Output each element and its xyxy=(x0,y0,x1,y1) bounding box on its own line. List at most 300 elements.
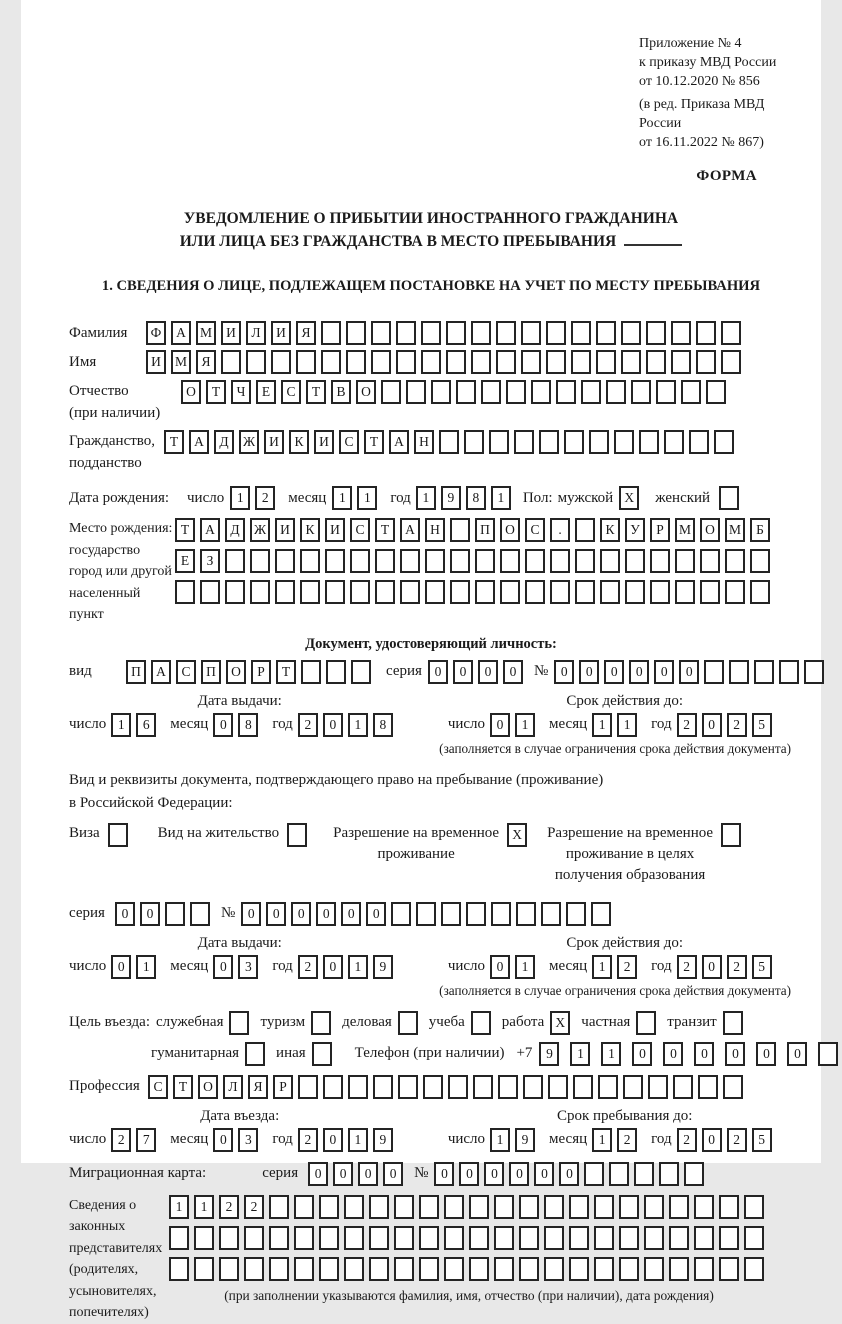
char-box[interactable] xyxy=(381,380,401,404)
char-box[interactable]: 1 xyxy=(490,1128,510,1152)
char-box[interactable] xyxy=(473,1075,493,1099)
char-box[interactable]: 2 xyxy=(677,955,697,979)
char-box[interactable] xyxy=(589,430,609,454)
char-box[interactable] xyxy=(225,549,245,573)
char-box[interactable]: 0 xyxy=(341,902,361,926)
char-box[interactable]: 1 xyxy=(416,486,436,510)
char-box[interactable]: 2 xyxy=(298,1128,318,1152)
char-box[interactable] xyxy=(516,902,536,926)
char-box[interactable] xyxy=(596,350,616,374)
char-box[interactable] xyxy=(779,660,799,684)
char-box[interactable] xyxy=(450,549,470,573)
char-box[interactable] xyxy=(729,660,749,684)
char-box[interactable]: Н xyxy=(425,518,445,542)
char-box[interactable] xyxy=(569,1226,589,1250)
char-box[interactable]: Ф xyxy=(146,321,166,345)
char-box[interactable] xyxy=(675,580,695,604)
char-box[interactable]: О xyxy=(500,518,520,542)
purpose-work-checkbox[interactable]: X xyxy=(550,1011,570,1035)
char-box[interactable]: Е xyxy=(175,549,195,573)
char-box[interactable]: 0 xyxy=(140,902,160,926)
char-box[interactable]: 8 xyxy=(466,486,486,510)
char-box[interactable] xyxy=(496,321,516,345)
char-box[interactable]: 0 xyxy=(559,1162,579,1186)
char-box[interactable]: 0 xyxy=(213,955,233,979)
char-box[interactable]: 0 xyxy=(358,1162,378,1186)
char-box[interactable]: 0 xyxy=(579,660,599,684)
char-box[interactable]: 8 xyxy=(238,713,258,737)
char-box[interactable] xyxy=(594,1226,614,1250)
char-box[interactable] xyxy=(634,1162,654,1186)
char-box[interactable] xyxy=(344,1195,364,1219)
char-box[interactable] xyxy=(319,1226,339,1250)
char-box[interactable] xyxy=(471,350,491,374)
char-box[interactable]: 0 xyxy=(383,1162,403,1186)
char-box[interactable]: 8 xyxy=(373,713,393,737)
char-box[interactable]: 3 xyxy=(238,955,258,979)
char-box[interactable]: А xyxy=(151,660,171,684)
char-box[interactable] xyxy=(419,1195,439,1219)
char-box[interactable]: 2 xyxy=(727,713,747,737)
char-box[interactable] xyxy=(444,1257,464,1281)
char-box[interactable]: Т xyxy=(173,1075,193,1099)
char-box[interactable]: С xyxy=(350,518,370,542)
char-box[interactable] xyxy=(225,580,245,604)
char-box[interactable]: Т xyxy=(306,380,326,404)
char-box[interactable]: 0 xyxy=(702,955,722,979)
char-box[interactable]: 2 xyxy=(219,1195,239,1219)
purpose-other-checkbox[interactable] xyxy=(312,1042,332,1066)
char-box[interactable] xyxy=(481,380,501,404)
char-box[interactable]: Ж xyxy=(239,430,259,454)
char-box[interactable] xyxy=(750,549,770,573)
char-box[interactable] xyxy=(596,321,616,345)
char-box[interactable] xyxy=(644,1226,664,1250)
char-box[interactable]: 0 xyxy=(308,1162,328,1186)
char-box[interactable]: 0 xyxy=(509,1162,529,1186)
char-box[interactable] xyxy=(619,1257,639,1281)
char-box[interactable]: 0 xyxy=(366,902,386,926)
char-box[interactable] xyxy=(325,580,345,604)
char-box[interactable] xyxy=(491,902,511,926)
char-box[interactable] xyxy=(694,1226,714,1250)
char-box[interactable] xyxy=(194,1226,214,1250)
char-box[interactable]: 0 xyxy=(694,1042,714,1066)
char-box[interactable] xyxy=(675,549,695,573)
char-box[interactable]: 0 xyxy=(453,660,473,684)
char-box[interactable]: Р xyxy=(273,1075,293,1099)
char-box[interactable]: Т xyxy=(175,518,195,542)
char-box[interactable]: Т xyxy=(164,430,184,454)
char-box[interactable] xyxy=(494,1195,514,1219)
char-box[interactable] xyxy=(500,549,520,573)
char-box[interactable]: 2 xyxy=(298,713,318,737)
char-box[interactable] xyxy=(648,1075,668,1099)
char-box[interactable] xyxy=(346,350,366,374)
purpose-study-checkbox[interactable] xyxy=(471,1011,491,1035)
char-box[interactable]: 9 xyxy=(373,955,393,979)
char-box[interactable] xyxy=(369,1195,389,1219)
char-box[interactable] xyxy=(419,1257,439,1281)
char-box[interactable] xyxy=(419,1226,439,1250)
char-box[interactable]: 1 xyxy=(515,955,535,979)
char-box[interactable] xyxy=(439,430,459,454)
purpose-business-checkbox[interactable] xyxy=(398,1011,418,1035)
char-box[interactable] xyxy=(584,1162,604,1186)
char-box[interactable]: Т xyxy=(276,660,296,684)
char-box[interactable] xyxy=(319,1257,339,1281)
char-box[interactable]: 1 xyxy=(348,713,368,737)
char-box[interactable] xyxy=(548,1075,568,1099)
char-box[interactable]: 1 xyxy=(169,1195,189,1219)
char-box[interactable] xyxy=(431,380,451,404)
char-box[interactable] xyxy=(631,380,651,404)
char-box[interactable]: 0 xyxy=(333,1162,353,1186)
char-box[interactable]: Р xyxy=(251,660,271,684)
char-box[interactable] xyxy=(269,1257,289,1281)
char-box[interactable] xyxy=(571,321,591,345)
char-box[interactable]: Б xyxy=(750,518,770,542)
char-box[interactable]: 0 xyxy=(323,713,343,737)
char-box[interactable] xyxy=(326,660,346,684)
char-box[interactable]: 2 xyxy=(244,1195,264,1219)
char-box[interactable]: 9 xyxy=(373,1128,393,1152)
char-box[interactable] xyxy=(400,549,420,573)
char-box[interactable] xyxy=(656,380,676,404)
char-box[interactable] xyxy=(519,1195,539,1219)
char-box[interactable]: М xyxy=(196,321,216,345)
char-box[interactable] xyxy=(539,430,559,454)
char-box[interactable] xyxy=(681,380,701,404)
char-box[interactable] xyxy=(448,1075,468,1099)
char-box[interactable]: Т xyxy=(375,518,395,542)
char-box[interactable] xyxy=(525,580,545,604)
char-box[interactable]: Т xyxy=(364,430,384,454)
purpose-official-checkbox[interactable] xyxy=(229,1011,249,1035)
char-box[interactable] xyxy=(221,350,241,374)
char-box[interactable] xyxy=(394,1257,414,1281)
purpose-private-checkbox[interactable] xyxy=(636,1011,656,1035)
char-box[interactable] xyxy=(271,350,291,374)
char-box[interactable]: М xyxy=(725,518,745,542)
char-box[interactable] xyxy=(423,1075,443,1099)
char-box[interactable] xyxy=(446,350,466,374)
char-box[interactable]: 1 xyxy=(136,955,156,979)
char-box[interactable] xyxy=(351,660,371,684)
char-box[interactable]: 0 xyxy=(702,713,722,737)
purpose-tourism-checkbox[interactable] xyxy=(311,1011,331,1035)
char-box[interactable] xyxy=(269,1195,289,1219)
char-box[interactable] xyxy=(494,1226,514,1250)
char-box[interactable] xyxy=(544,1195,564,1219)
char-box[interactable] xyxy=(669,1257,689,1281)
char-box[interactable]: Е xyxy=(256,380,276,404)
char-box[interactable] xyxy=(469,1195,489,1219)
char-box[interactable] xyxy=(650,549,670,573)
char-box[interactable]: 0 xyxy=(632,1042,652,1066)
char-box[interactable] xyxy=(694,1195,714,1219)
char-box[interactable] xyxy=(591,902,611,926)
char-box[interactable] xyxy=(469,1257,489,1281)
char-box[interactable]: 2 xyxy=(727,1128,747,1152)
char-box[interactable] xyxy=(294,1226,314,1250)
char-box[interactable]: 0 xyxy=(787,1042,807,1066)
char-box[interactable] xyxy=(644,1195,664,1219)
char-box[interactable]: Ч xyxy=(231,380,251,404)
char-box[interactable] xyxy=(300,580,320,604)
char-box[interactable] xyxy=(421,350,441,374)
char-box[interactable] xyxy=(466,902,486,926)
char-box[interactable] xyxy=(723,1075,743,1099)
char-box[interactable] xyxy=(669,1226,689,1250)
char-box[interactable]: И xyxy=(221,321,241,345)
char-box[interactable] xyxy=(375,580,395,604)
char-box[interactable]: 0 xyxy=(111,955,131,979)
char-box[interactable]: О xyxy=(226,660,246,684)
char-box[interactable] xyxy=(721,321,741,345)
char-box[interactable]: О xyxy=(181,380,201,404)
char-box[interactable] xyxy=(575,518,595,542)
char-box[interactable]: С xyxy=(525,518,545,542)
char-box[interactable]: 0 xyxy=(725,1042,745,1066)
char-box[interactable]: О xyxy=(198,1075,218,1099)
char-box[interactable] xyxy=(446,321,466,345)
char-box[interactable]: 0 xyxy=(213,713,233,737)
char-box[interactable] xyxy=(319,1195,339,1219)
char-box[interactable] xyxy=(556,380,576,404)
char-box[interactable] xyxy=(659,1162,679,1186)
char-box[interactable] xyxy=(606,380,626,404)
char-box[interactable] xyxy=(744,1257,764,1281)
char-box[interactable] xyxy=(321,350,341,374)
char-box[interactable] xyxy=(694,1257,714,1281)
char-box[interactable] xyxy=(614,430,634,454)
char-box[interactable]: З xyxy=(200,549,220,573)
char-box[interactable] xyxy=(581,380,601,404)
char-box[interactable]: М xyxy=(171,350,191,374)
char-box[interactable] xyxy=(394,1195,414,1219)
char-box[interactable] xyxy=(594,1195,614,1219)
char-box[interactable] xyxy=(544,1257,564,1281)
char-box[interactable] xyxy=(514,430,534,454)
char-box[interactable]: Р xyxy=(650,518,670,542)
char-box[interactable]: 1 xyxy=(617,713,637,737)
char-box[interactable] xyxy=(594,1257,614,1281)
char-box[interactable]: С xyxy=(176,660,196,684)
char-box[interactable] xyxy=(639,430,659,454)
char-box[interactable] xyxy=(200,580,220,604)
char-box[interactable] xyxy=(744,1195,764,1219)
char-box[interactable] xyxy=(621,321,641,345)
char-box[interactable]: 2 xyxy=(617,1128,637,1152)
char-box[interactable] xyxy=(400,580,420,604)
char-box[interactable]: 0 xyxy=(490,713,510,737)
char-box[interactable] xyxy=(744,1226,764,1250)
char-box[interactable] xyxy=(169,1226,189,1250)
char-box[interactable] xyxy=(369,1257,389,1281)
char-box[interactable] xyxy=(725,580,745,604)
char-box[interactable]: 0 xyxy=(434,1162,454,1186)
char-box[interactable]: Н xyxy=(414,430,434,454)
char-box[interactable]: С xyxy=(148,1075,168,1099)
char-box[interactable]: 1 xyxy=(515,713,535,737)
char-box[interactable]: 1 xyxy=(601,1042,621,1066)
char-box[interactable] xyxy=(398,1075,418,1099)
char-box[interactable] xyxy=(441,902,461,926)
char-box[interactable]: 0 xyxy=(554,660,574,684)
char-box[interactable] xyxy=(250,549,270,573)
char-box[interactable]: А xyxy=(171,321,191,345)
char-box[interactable]: 1 xyxy=(348,1128,368,1152)
char-box[interactable] xyxy=(391,902,411,926)
char-box[interactable] xyxy=(689,430,709,454)
temp-residence-checkbox[interactable]: X xyxy=(507,823,527,847)
sex-female-checkbox[interactable] xyxy=(719,486,739,510)
char-box[interactable] xyxy=(804,660,824,684)
char-box[interactable] xyxy=(669,1195,689,1219)
char-box[interactable]: 9 xyxy=(441,486,461,510)
char-box[interactable] xyxy=(350,580,370,604)
char-box[interactable] xyxy=(619,1226,639,1250)
char-box[interactable] xyxy=(684,1162,704,1186)
char-box[interactable]: 2 xyxy=(727,955,747,979)
sex-male-checkbox[interactable]: X xyxy=(619,486,639,510)
char-box[interactable]: 0 xyxy=(679,660,699,684)
char-box[interactable] xyxy=(619,1195,639,1219)
char-box[interactable] xyxy=(698,1075,718,1099)
char-box[interactable]: 0 xyxy=(629,660,649,684)
char-box[interactable] xyxy=(575,549,595,573)
char-box[interactable]: Д xyxy=(214,430,234,454)
purpose-transit-checkbox[interactable] xyxy=(723,1011,743,1035)
char-box[interactable] xyxy=(575,580,595,604)
char-box[interactable]: 2 xyxy=(677,1128,697,1152)
char-box[interactable] xyxy=(564,430,584,454)
char-box[interactable]: К xyxy=(289,430,309,454)
char-box[interactable]: 0 xyxy=(291,902,311,926)
char-box[interactable] xyxy=(464,430,484,454)
char-box[interactable]: И xyxy=(271,321,291,345)
char-box[interactable] xyxy=(344,1226,364,1250)
char-box[interactable] xyxy=(546,350,566,374)
char-box[interactable]: 0 xyxy=(213,1128,233,1152)
char-box[interactable] xyxy=(600,580,620,604)
char-box[interactable]: 0 xyxy=(459,1162,479,1186)
char-box[interactable]: 0 xyxy=(756,1042,776,1066)
char-box[interactable]: 0 xyxy=(702,1128,722,1152)
char-box[interactable]: . xyxy=(550,518,570,542)
char-box[interactable]: П xyxy=(126,660,146,684)
char-box[interactable]: 0 xyxy=(604,660,624,684)
char-box[interactable] xyxy=(169,1257,189,1281)
residence-permit-checkbox[interactable] xyxy=(287,823,307,847)
char-box[interactable]: 2 xyxy=(617,955,637,979)
char-box[interactable]: 7 xyxy=(136,1128,156,1152)
char-box[interactable] xyxy=(219,1257,239,1281)
char-box[interactable] xyxy=(550,549,570,573)
char-box[interactable] xyxy=(623,1075,643,1099)
char-box[interactable] xyxy=(394,1226,414,1250)
char-box[interactable] xyxy=(244,1226,264,1250)
char-box[interactable] xyxy=(450,580,470,604)
char-box[interactable] xyxy=(396,321,416,345)
char-box[interactable]: 1 xyxy=(348,955,368,979)
visa-checkbox[interactable] xyxy=(108,823,128,847)
char-box[interactable]: 0 xyxy=(323,955,343,979)
char-box[interactable] xyxy=(621,350,641,374)
char-box[interactable]: 2 xyxy=(298,955,318,979)
char-box[interactable] xyxy=(416,902,436,926)
char-box[interactable]: 1 xyxy=(592,1128,612,1152)
char-box[interactable]: 5 xyxy=(752,955,772,979)
char-box[interactable]: 1 xyxy=(230,486,250,510)
char-box[interactable] xyxy=(519,1226,539,1250)
char-box[interactable] xyxy=(500,580,520,604)
char-box[interactable]: А xyxy=(189,430,209,454)
char-box[interactable]: 0 xyxy=(654,660,674,684)
char-box[interactable]: 5 xyxy=(752,713,772,737)
char-box[interactable] xyxy=(496,350,516,374)
char-box[interactable] xyxy=(373,1075,393,1099)
char-box[interactable]: 1 xyxy=(194,1195,214,1219)
char-box[interactable] xyxy=(346,321,366,345)
char-box[interactable]: 2 xyxy=(111,1128,131,1152)
char-box[interactable] xyxy=(719,1257,739,1281)
char-box[interactable] xyxy=(371,350,391,374)
char-box[interactable] xyxy=(175,580,195,604)
char-box[interactable] xyxy=(296,350,316,374)
char-box[interactable]: К xyxy=(300,518,320,542)
char-box[interactable] xyxy=(494,1257,514,1281)
char-box[interactable] xyxy=(719,1195,739,1219)
char-box[interactable]: 6 xyxy=(136,713,156,737)
char-box[interactable] xyxy=(456,380,476,404)
char-box[interactable] xyxy=(546,321,566,345)
char-box[interactable]: 0 xyxy=(323,1128,343,1152)
char-box[interactable]: И xyxy=(264,430,284,454)
char-box[interactable]: 0 xyxy=(115,902,135,926)
char-box[interactable] xyxy=(475,580,495,604)
char-box[interactable] xyxy=(700,580,720,604)
char-box[interactable] xyxy=(664,430,684,454)
char-box[interactable] xyxy=(525,549,545,573)
char-box[interactable] xyxy=(506,380,526,404)
char-box[interactable] xyxy=(541,902,561,926)
char-box[interactable]: 0 xyxy=(266,902,286,926)
char-box[interactable] xyxy=(348,1075,368,1099)
char-box[interactable]: С xyxy=(281,380,301,404)
char-box[interactable] xyxy=(244,1257,264,1281)
char-box[interactable] xyxy=(298,1075,318,1099)
char-box[interactable] xyxy=(706,380,726,404)
char-box[interactable] xyxy=(719,1226,739,1250)
char-box[interactable] xyxy=(625,549,645,573)
char-box[interactable] xyxy=(396,350,416,374)
char-box[interactable] xyxy=(696,321,716,345)
char-box[interactable] xyxy=(425,549,445,573)
char-box[interactable]: А xyxy=(400,518,420,542)
char-box[interactable]: 9 xyxy=(515,1128,535,1152)
char-box[interactable] xyxy=(219,1226,239,1250)
char-box[interactable]: О xyxy=(356,380,376,404)
char-box[interactable] xyxy=(471,321,491,345)
char-box[interactable]: И xyxy=(275,518,295,542)
char-box[interactable] xyxy=(475,549,495,573)
char-box[interactable] xyxy=(700,549,720,573)
char-box[interactable] xyxy=(246,350,266,374)
char-box[interactable]: 1 xyxy=(592,713,612,737)
char-box[interactable] xyxy=(566,902,586,926)
